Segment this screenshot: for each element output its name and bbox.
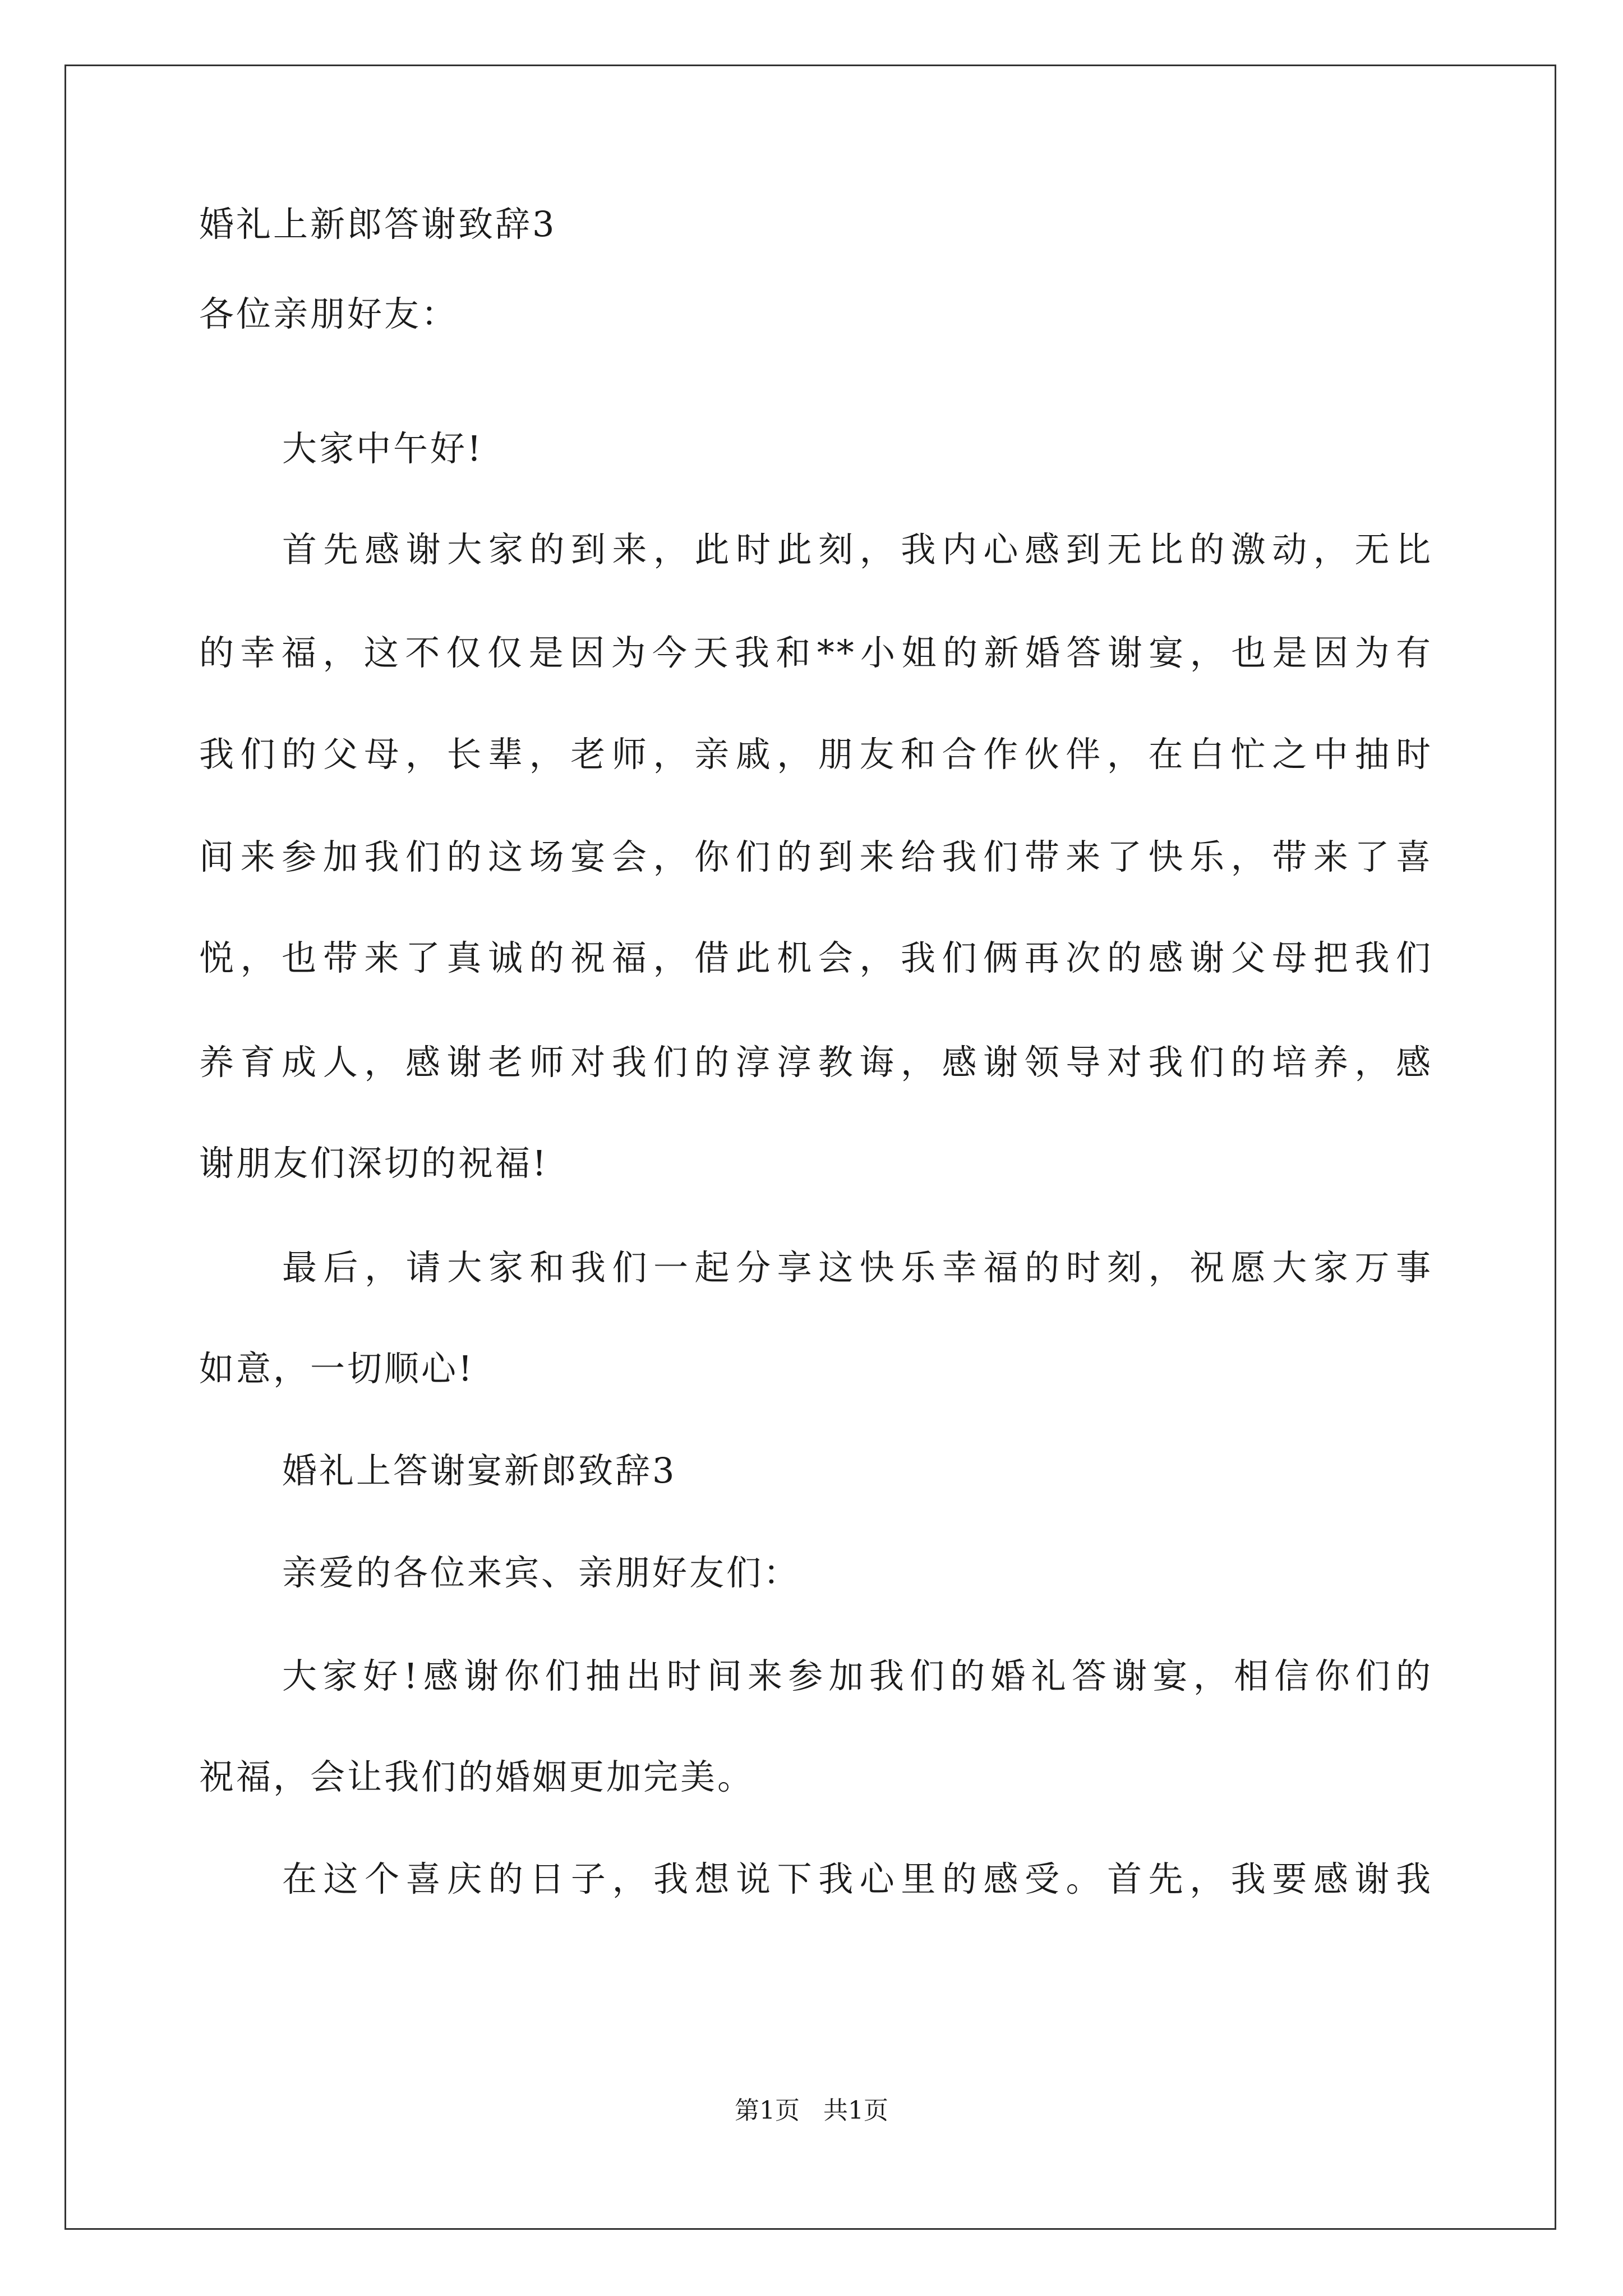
paragraph-line: 最后，请大家和我们一起分享这快乐幸福的时刻，祝愿大家万事 bbox=[282, 1247, 1433, 1288]
paragraph-line: 在这个喜庆的日子，我想说下我心里的感受。首先，我要感谢我 bbox=[282, 1858, 1433, 1899]
paragraph-line: 大家好!感谢你们抽出时间来参加我们的婚礼答谢宴，相信你们的 bbox=[282, 1655, 1433, 1696]
salutation: 亲爱的各位来宾、亲朋好友们： bbox=[282, 1552, 801, 1593]
paragraph-line: 谢朋友们深切的祝福! bbox=[199, 1143, 548, 1184]
paragraph-line: 祝福，会让我们的婚姻更加完美。 bbox=[199, 1756, 755, 1797]
greeting-line: 大家中午好! bbox=[282, 428, 483, 469]
page-footer: 第1页 共1页 bbox=[735, 2096, 888, 2125]
paragraph-line: 养育成人，感谢老师对我们的淳淳教诲，感谢领导对我们的培养，感 bbox=[199, 1042, 1433, 1083]
paragraph-line: 的幸福，这不仅仅是因为今天我和**小姐的新婚答谢宴，也是因为有 bbox=[199, 632, 1433, 673]
paragraph-line: 如意，一切顺心! bbox=[199, 1348, 474, 1389]
salutation: 各位亲朋好友： bbox=[199, 293, 459, 334]
paragraph-line: 我们的父母，长辈，老师，亲戚，朋友和合作伙伴，在白忙之中抽时 bbox=[199, 734, 1433, 775]
paragraph-line: 悦，也带来了真诚的祝福，借此机会，我们俩再次的感谢父母把我们 bbox=[199, 937, 1433, 978]
document-title: 婚礼上新郎答谢致辞3 bbox=[199, 204, 557, 245]
section-title: 婚礼上答谢宴新郎致辞3 bbox=[282, 1450, 677, 1491]
paragraph-line: 首先感谢大家的到来，此时此刻，我内心感到无比的激动，无比 bbox=[282, 529, 1433, 570]
paragraph-line: 间来参加我们的这场宴会，你们的到来给我们带来了快乐，带来了喜 bbox=[199, 836, 1433, 877]
